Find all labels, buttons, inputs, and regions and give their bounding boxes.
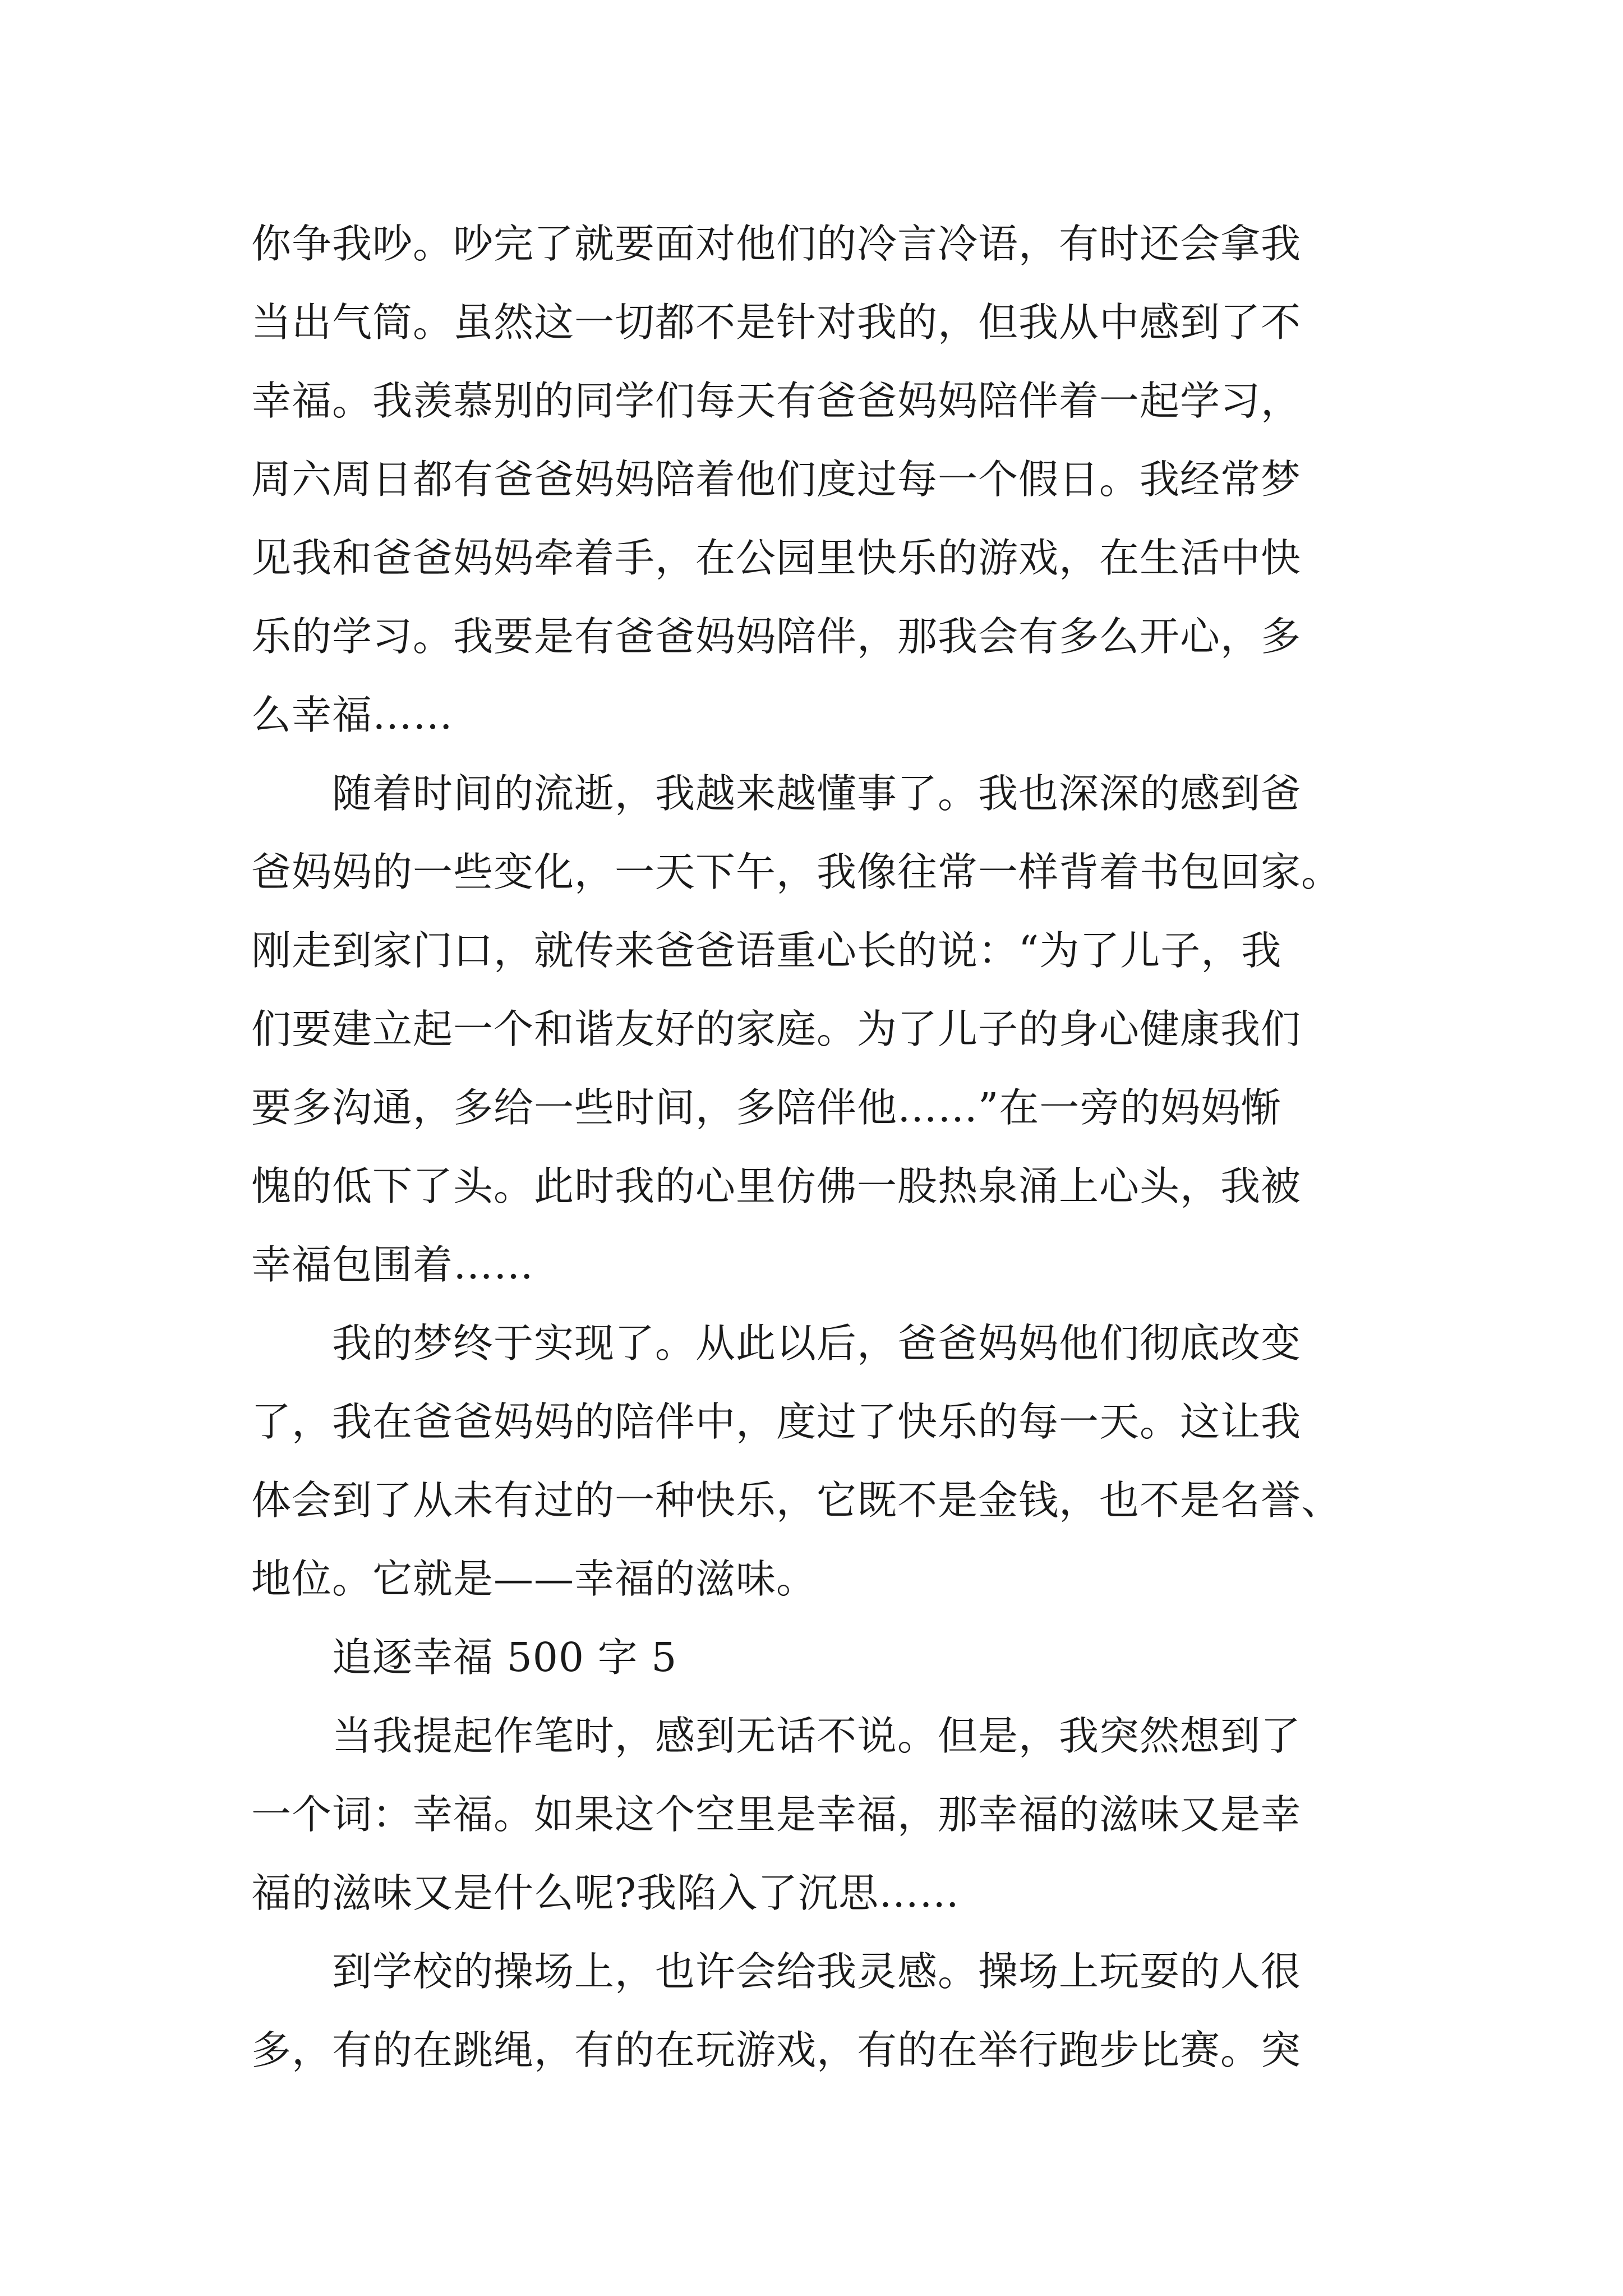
text-line: 要多沟通，多给一些时间，多陪伴他……”在一旁的妈妈惭	[251, 1084, 1282, 1131]
text-line: 多，有的在跳绳，有的在玩游戏，有的在举行跑步比赛。突	[251, 2027, 1302, 2073]
text-line: 福的滋味又是什么呢?我陷入了沉思……	[251, 1870, 960, 1916]
text-line: 当我提起作笔时，感到无话不说。但是，我突然想到了	[251, 1713, 1302, 1759]
text-line: 你争我吵。吵完了就要面对他们的冷言冷语，有时还会拿我	[251, 220, 1302, 267]
text-line: 么幸福……	[251, 692, 454, 738]
text-line: 们要建立起一个和谐友好的家庭。为了儿子的身心健康我们	[251, 1006, 1302, 1052]
body-text	[251, 205, 1384, 2090]
text-line: 我的梦终于实现了。从此以后，爸爸妈妈他们彻底改变	[251, 1320, 1302, 1366]
text-line: 一个词：幸福。如果这个空里是幸福，那幸福的滋味又是幸	[251, 1791, 1302, 1838]
text-line: 随着时间的流逝，我越来越懂事了。我也深深的感到爸	[251, 770, 1302, 817]
text-line: 周六周日都有爸爸妈妈陪着他们度过每一个假日。我经常梦	[251, 456, 1302, 503]
text-line: 爸妈妈的一些变化，一天下午，我像往常一样背着书包回家。	[251, 849, 1342, 895]
text-line: 见我和爸爸妈妈牵着手，在公园里快乐的游戏，在生活中快	[251, 535, 1302, 581]
text-line: 当出气筒。虽然这一切都不是针对我的，但我从中感到了不	[251, 299, 1302, 346]
text-line: 体会到了从未有过的一种快乐，它既不是金钱，也不是名誉、	[251, 1477, 1342, 1524]
text-line: 地位。它就是——幸福的滋味。	[251, 1556, 817, 1602]
text-line: 幸福包围着……	[251, 1241, 534, 1288]
section-heading: 追逐幸福 500 字 5	[251, 1634, 677, 1681]
text-line: 到学校的操场上，也许会给我灵感。操场上玩耍的人很	[251, 1948, 1302, 1995]
text-line: 刚走到家门口，就传来爸爸语重心长的说：“为了儿子，我	[251, 927, 1282, 974]
text-line: 幸福。我羡慕别的同学们每天有爸爸妈妈陪伴着一起学习，	[251, 378, 1302, 424]
text-line: 愧的低下了头。此时我的心里仿佛一股热泉涌上心头，我被	[251, 1163, 1302, 1209]
text-line: 了，我在爸爸妈妈的陪伴中，度过了快乐的每一天。这让我	[251, 1398, 1302, 1445]
text-line: 乐的学习。我要是有爸爸妈妈陪伴，那我会有多么开心，多	[251, 613, 1302, 660]
